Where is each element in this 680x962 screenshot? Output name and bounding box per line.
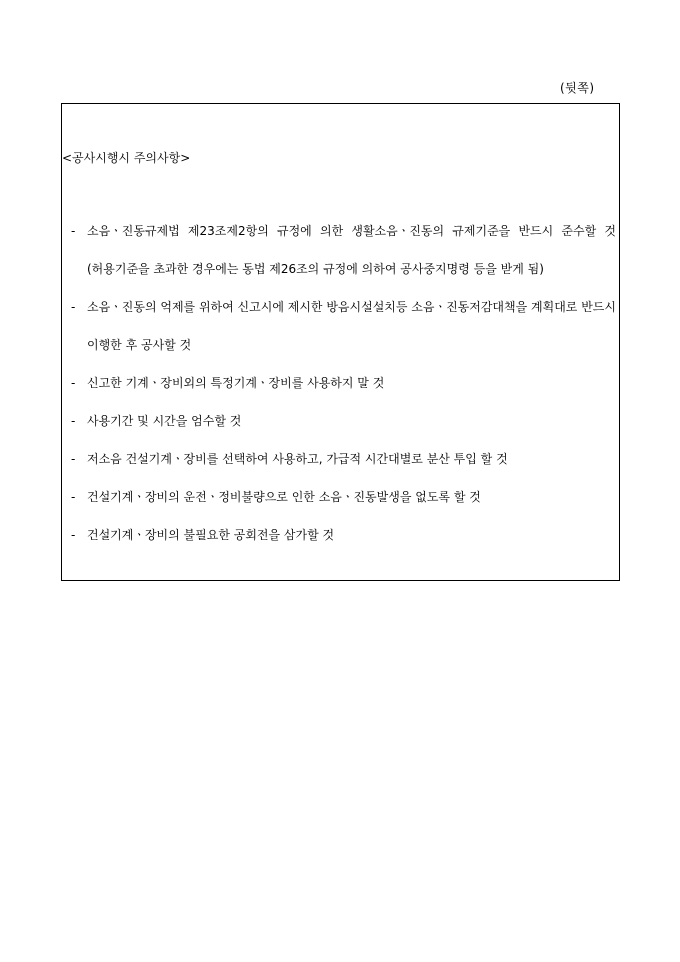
notice-item-text: 건설기계ㆍ장비의 불필요한 공회전을 삼가할 것 [87, 528, 335, 542]
notice-item-idling [71, 516, 616, 554]
notice-item-text: 저소음 건설기계ㆍ장비를 선택하여 사용하고, 가급적 시간대별로 분산 투입 할 것 [87, 452, 508, 466]
notice-item-usage-period [71, 402, 616, 440]
notice-item-low-noise-equipment [71, 440, 616, 478]
list-bullet: - [71, 224, 76, 238]
list-bullet: - [71, 376, 76, 390]
notice-item-registered-equipment [71, 364, 616, 402]
notice-item-text: 사용기간 및 시간을 엄수할 것 [87, 414, 242, 428]
notice-title: <공사시행시 주의사항> [62, 151, 191, 165]
page-side-label: (뒷쪽) [560, 81, 595, 95]
notice-item-noise-standard [71, 212, 616, 288]
notice-item-noise-reduction-plan [71, 288, 616, 364]
list-bullet: - [71, 414, 76, 428]
list-bullet: - [71, 452, 76, 466]
notice-list [71, 212, 616, 554]
notice-item-text: 소음ㆍ진동규제법 제23조제2항의 규정에 의한 생활소음ㆍ진동의 규제기준을 반드시 준수할 것(허용기준을 초과한 경우에는 동법 제26조의 규정에 의하여 공사중지명령 등을 받게 됨) [87, 224, 616, 276]
list-bullet: - [71, 300, 76, 314]
notice-item-maintenance [71, 478, 616, 516]
list-bullet: - [71, 528, 76, 542]
notice-item-text: 건설기계ㆍ장비의 운전ㆍ정비불량으로 인한 소음ㆍ진동발생을 없도록 할 것 [87, 490, 481, 504]
notice-item-text: 소음ㆍ진동의 억제를 위하여 신고시에 제시한 방음시설설치등 소음ㆍ진동저감대책을 계획대로 반드시 이행한 후 공사할 것 [87, 300, 616, 352]
notice-item-text: 신고한 기계ㆍ장비외의 특정기계ㆍ장비를 사용하지 말 것 [87, 376, 385, 390]
notice-box [61, 103, 620, 581]
list-bullet: - [71, 490, 76, 504]
